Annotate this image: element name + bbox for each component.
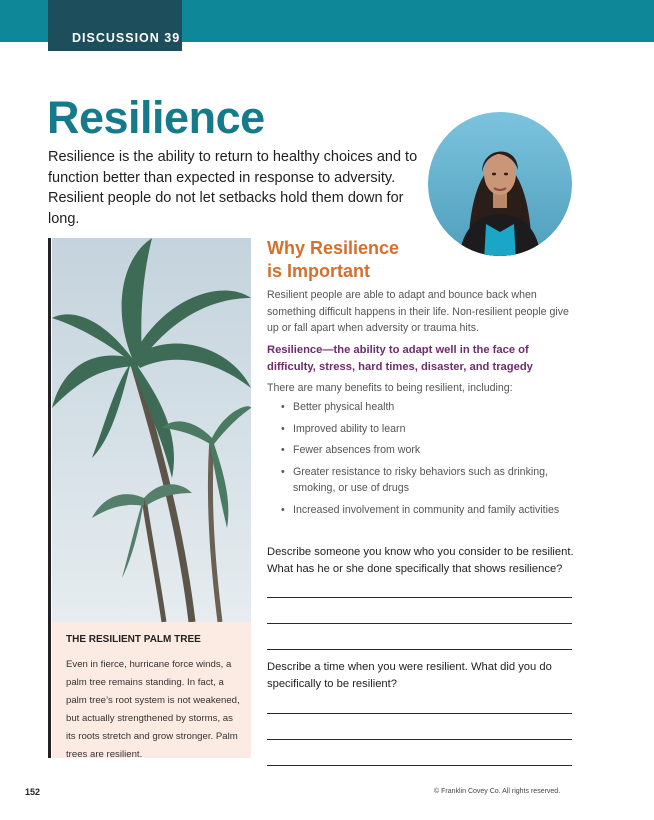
benefits-intro: There are many benefits to being resilient, including: <box>267 382 513 394</box>
question-1: Describe someone you know who you consider to be resilient. What has he or she done specifically that shows resilience? <box>267 546 574 575</box>
section-paragraph: Resilient people are able to adapt and bounce back when something difficult happens in their life. Non-resilient people give up or fall apart when adversity or trauma hits. <box>267 289 569 334</box>
section-title-line-1: Why Resilience <box>267 238 400 258</box>
answer-line-2a[interactable] <box>267 713 572 714</box>
copyright-notice: © Franklin Covey Co. All rights reserved. <box>434 788 561 795</box>
callout-heading: THE RESILIENT PALM TREE <box>66 634 201 645</box>
discussion-label: DISCUSSION 39 <box>72 31 181 45</box>
resilience-definition: Resilience—the ability to adapt well in the face of difficulty, stress, hard times, disaster, and tragedy <box>267 344 533 373</box>
answer-line-1a[interactable] <box>267 597 572 598</box>
question-2: Describe a time when you were resilient. What did you do specifically to be resilient? <box>267 661 552 690</box>
benefit-item: • Better physical health <box>267 399 572 416</box>
portrait-photo <box>428 112 572 256</box>
answer-line-2b[interactable] <box>267 739 572 740</box>
section-title <box>267 237 399 283</box>
answer-line-2c[interactable] <box>267 765 572 766</box>
palm-tree-callout <box>52 622 251 758</box>
palm-tree-photo <box>52 238 251 622</box>
page-number: 152 <box>25 787 41 797</box>
discussion-tab <box>48 0 182 51</box>
answer-line-1b[interactable] <box>267 623 572 624</box>
intro-text: Resilience is the ability to return to healthy choices and to function better than expected in response to adversity. Resilient people do not let setbacks hold them down for long. <box>48 149 418 227</box>
answer-line-1c[interactable] <box>267 649 572 650</box>
benefits-list <box>267 399 572 523</box>
benefit-item: • Greater resistance to risky behaviors such as drinking, smoking, or use of drugs <box>267 464 572 497</box>
sidebar-accent-rule <box>48 238 51 758</box>
callout-body: Even in fierce, hurricane force winds, a palm tree remains standing. In fact, a palm tree’s root system is not weakened, but actually strengthened by storms, as its roots stretch and grow stronger. Palm trees are resilient. <box>66 659 240 760</box>
benefit-item: • Improved ability to learn <box>267 421 572 438</box>
benefit-item: • Fewer absences from work <box>267 442 572 459</box>
page-title: Resilience <box>47 92 265 143</box>
benefit-item: • Increased involvement in community and family activities <box>267 502 572 519</box>
section-title-line-2: is Important <box>267 261 371 281</box>
